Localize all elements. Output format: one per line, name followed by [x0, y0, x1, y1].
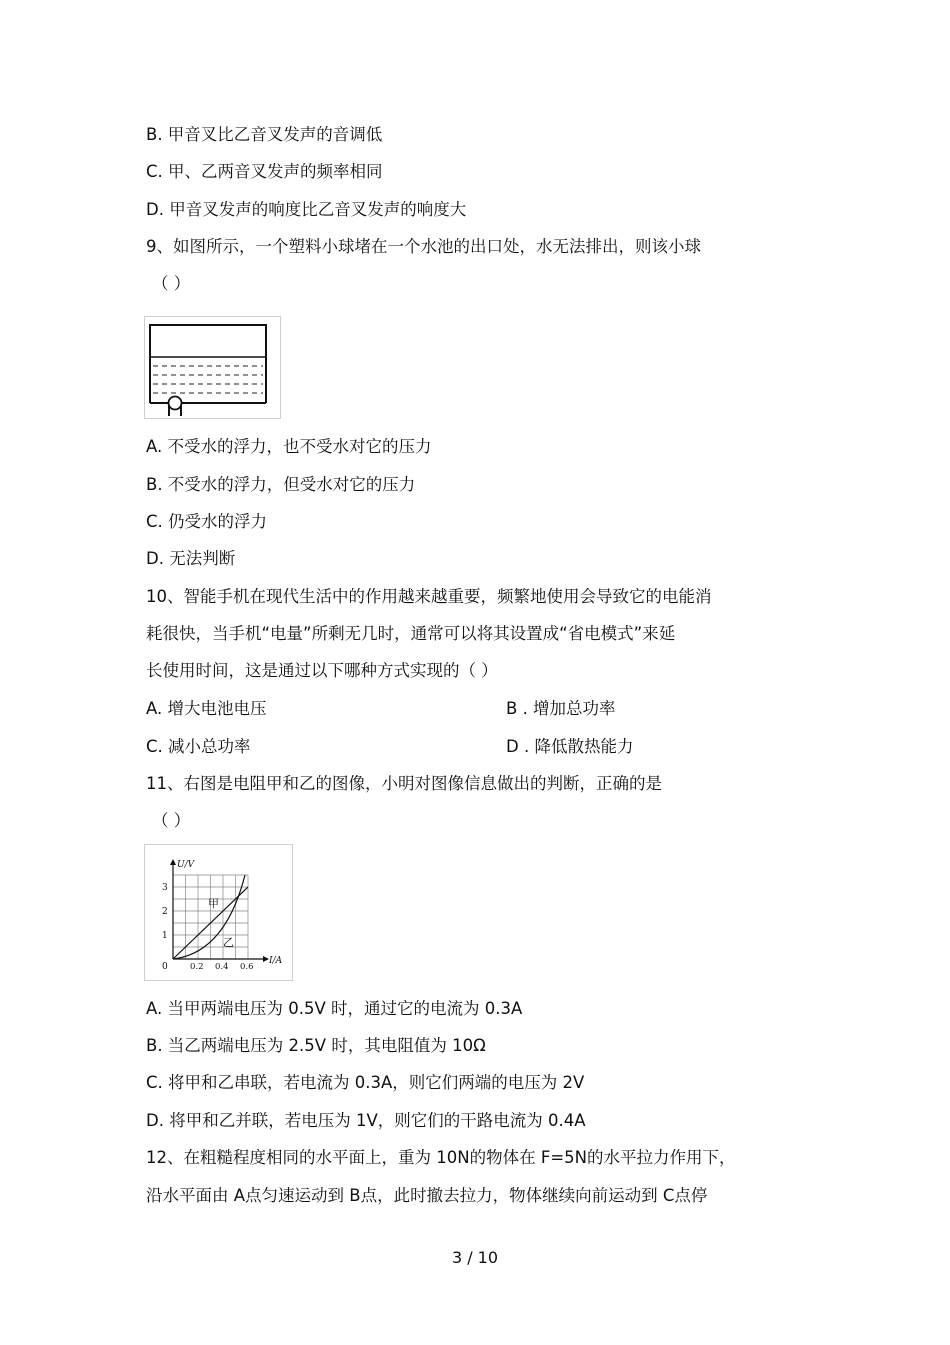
y-tick-2: 2: [162, 907, 168, 917]
q12-stem-line-2: 沿水平面由 A点匀速运动到 B点，此时撤去拉力，物体继续向前运动到 C点停: [146, 1186, 708, 1205]
x-tick-0-4: 0.4: [215, 962, 229, 972]
curve-yi: [173, 875, 245, 959]
q9-option-c: C. 仍受水的浮力: [146, 512, 268, 531]
q12-stem-line-1: 12、在粗糙程度相同的水平面上，重为 10N的物体在 F=5N的水平拉力作用下，: [146, 1148, 736, 1167]
x-axis-label: I/A: [269, 956, 283, 966]
q10-option-d: D . 降低散热能力: [506, 737, 634, 756]
y-axis-label: U/V: [177, 860, 195, 870]
water-tank-figure: [144, 316, 281, 419]
q10-option-b: B . 增加总功率: [506, 699, 616, 718]
q10-option-a: A. 增大电池电压: [146, 699, 267, 718]
q11-stem: 11、右图是电阻甲和乙的图像，小明对图像信息做出的判断，正确的是: [146, 774, 662, 793]
origin-label: 0: [162, 962, 168, 972]
q11-option-c: C. 将甲和乙串联，若电流为 0.3A，则它们两端的电压为 2V: [146, 1073, 585, 1092]
q8-option-d: D. 甲音叉发声的响度比乙音叉发声的响度大: [146, 200, 467, 219]
x-tick-0-6: 0.6: [240, 962, 254, 972]
q11-option-a: A. 当甲两端电压为 0.5V 时，通过它的电流为 0.3A: [146, 999, 523, 1018]
x-tick-0-2: 0.2: [190, 962, 204, 972]
water-tank-drawing: [145, 317, 280, 418]
q9-option-a: A. 不受水的浮力，也不受水对它的压力: [146, 437, 432, 456]
q8-option-b: B. 甲音叉比乙音叉发声的音调低: [146, 125, 383, 144]
q11-option-b: B. 当乙两端电压为 2.5V 时，其电阻值为 10Ω: [146, 1036, 486, 1055]
y-tick-3: 3: [162, 883, 168, 893]
q10-stem-line-3: 长使用时间，这是通过以下哪种方式实现的（ ）: [146, 661, 498, 680]
q9-option-d: D. 无法判断: [146, 549, 236, 568]
plastic-ball: [169, 397, 182, 410]
curve-label-yi: 乙: [223, 936, 234, 949]
resistance-graph-figure: [144, 844, 293, 981]
page-number: 3 / 10: [451, 1248, 499, 1267]
u-i-graph: [145, 845, 292, 980]
q10-option-c: C. 减小总功率: [146, 737, 251, 756]
q11-answer-blank: （ ）: [152, 811, 191, 830]
curve-label-jia: 甲: [208, 897, 219, 910]
q10-stem-line-2: 耗很快，当手机“电量”所剩无几时，通常可以将其设置成“省电模式”来延: [146, 624, 676, 643]
q10-stem-line-1: 10、智能手机在现代生活中的作用越来越重要，频繁地使用会导致它的电能消: [146, 587, 712, 606]
q9-stem: 9、如图所示，一个塑料小球堵在一个水池的出口处，水无法排出，则该小球: [146, 237, 701, 256]
q11-option-d: D. 将甲和乙并联，若电压为 1V，则它们的干路电流为 0.4A: [146, 1111, 586, 1130]
y-tick-1: 1: [162, 931, 168, 941]
q8-option-c: C. 甲、乙两音叉发声的频率相同: [146, 162, 383, 181]
q9-option-b: B. 不受水的浮力，但受水对它的压力: [146, 475, 416, 494]
q9-answer-blank: （ ）: [152, 274, 191, 293]
